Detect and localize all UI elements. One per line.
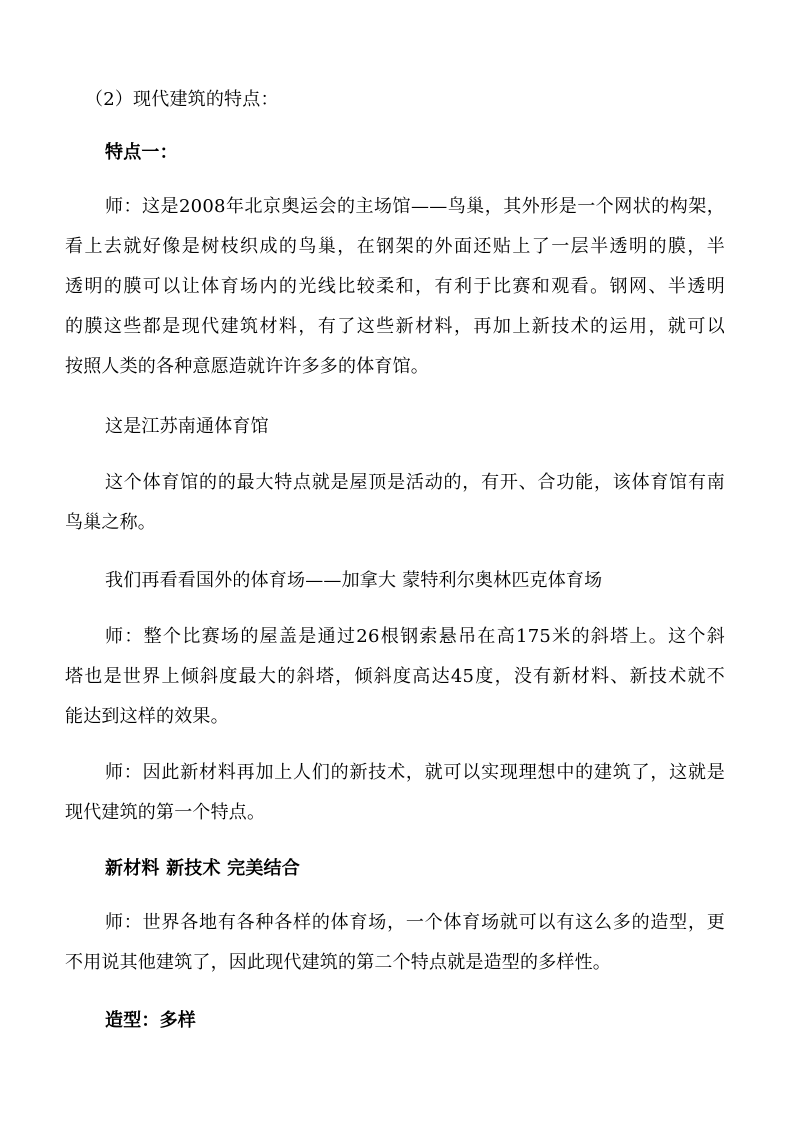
para-1-line-1: 师：这是2008年北京奥运会的主场馆——鸟巢，其外形是一个网状的构架，: [105, 196, 725, 217]
summary-two: 造型：多样: [105, 1010, 196, 1031]
para-1-line-3: 透明的膜可以让体育场内的光线比较柔和，有利于比赛和观看。钢网、半透明: [65, 276, 725, 297]
para-6-line-2: 现代建筑的第一个特点。: [65, 802, 266, 823]
para-1-line-5: 按照人类的各种意愿造就许许多多的体育馆。: [65, 356, 429, 377]
para-4: 我们再看看国外的体育场——加拿大 蒙特利尔奥林匹克体育场: [105, 570, 603, 591]
para-6-line-1: 师：因此新材料再加上人们的新技术，就可以实现理想中的建筑了，这就是: [105, 762, 725, 783]
para-5-line-2: 塔也是世界上倾斜度最大的斜塔，倾斜度高达45度，没有新材料、新技术就不: [65, 666, 725, 687]
para-3-line-1: 这个体育馆的的最大特点就是屋顶是活动的，有开、合功能，该体育馆有南: [105, 472, 725, 493]
para-5-line-1: 师：整个比赛场的屋盖是通过26根钢索悬吊在高175米的斜塔上。这个斜: [105, 626, 725, 647]
feature-one-title: 特点一：: [105, 142, 178, 163]
para-1-line-4: 的膜这些都是现代建筑材料，有了这些新材料，再加上新技术的运用，就可以: [65, 316, 725, 337]
section-heading: （2）现代建筑的特点：: [85, 89, 279, 110]
para-1-line-2: 看上去就好像是树枝织成的鸟巢，在钢架的外面还贴上了一层半透明的膜，半: [65, 236, 725, 257]
para-2: 这是江苏南通体育馆: [105, 416, 269, 437]
para-5-line-3: 能达到这样的效果。: [65, 706, 229, 727]
para-3-line-2: 鸟巢之称。: [65, 512, 156, 533]
summary-one: 新材料 新技术 完美结合: [105, 858, 300, 879]
para-7-line-2: 不用说其他建筑了，因此现代建筑的第二个特点就是造型的多样性。: [65, 952, 611, 973]
para-7-line-1: 师：世界各地有各种各样的体育场，一个体育场就可以有这么多的造型，更: [105, 912, 725, 933]
